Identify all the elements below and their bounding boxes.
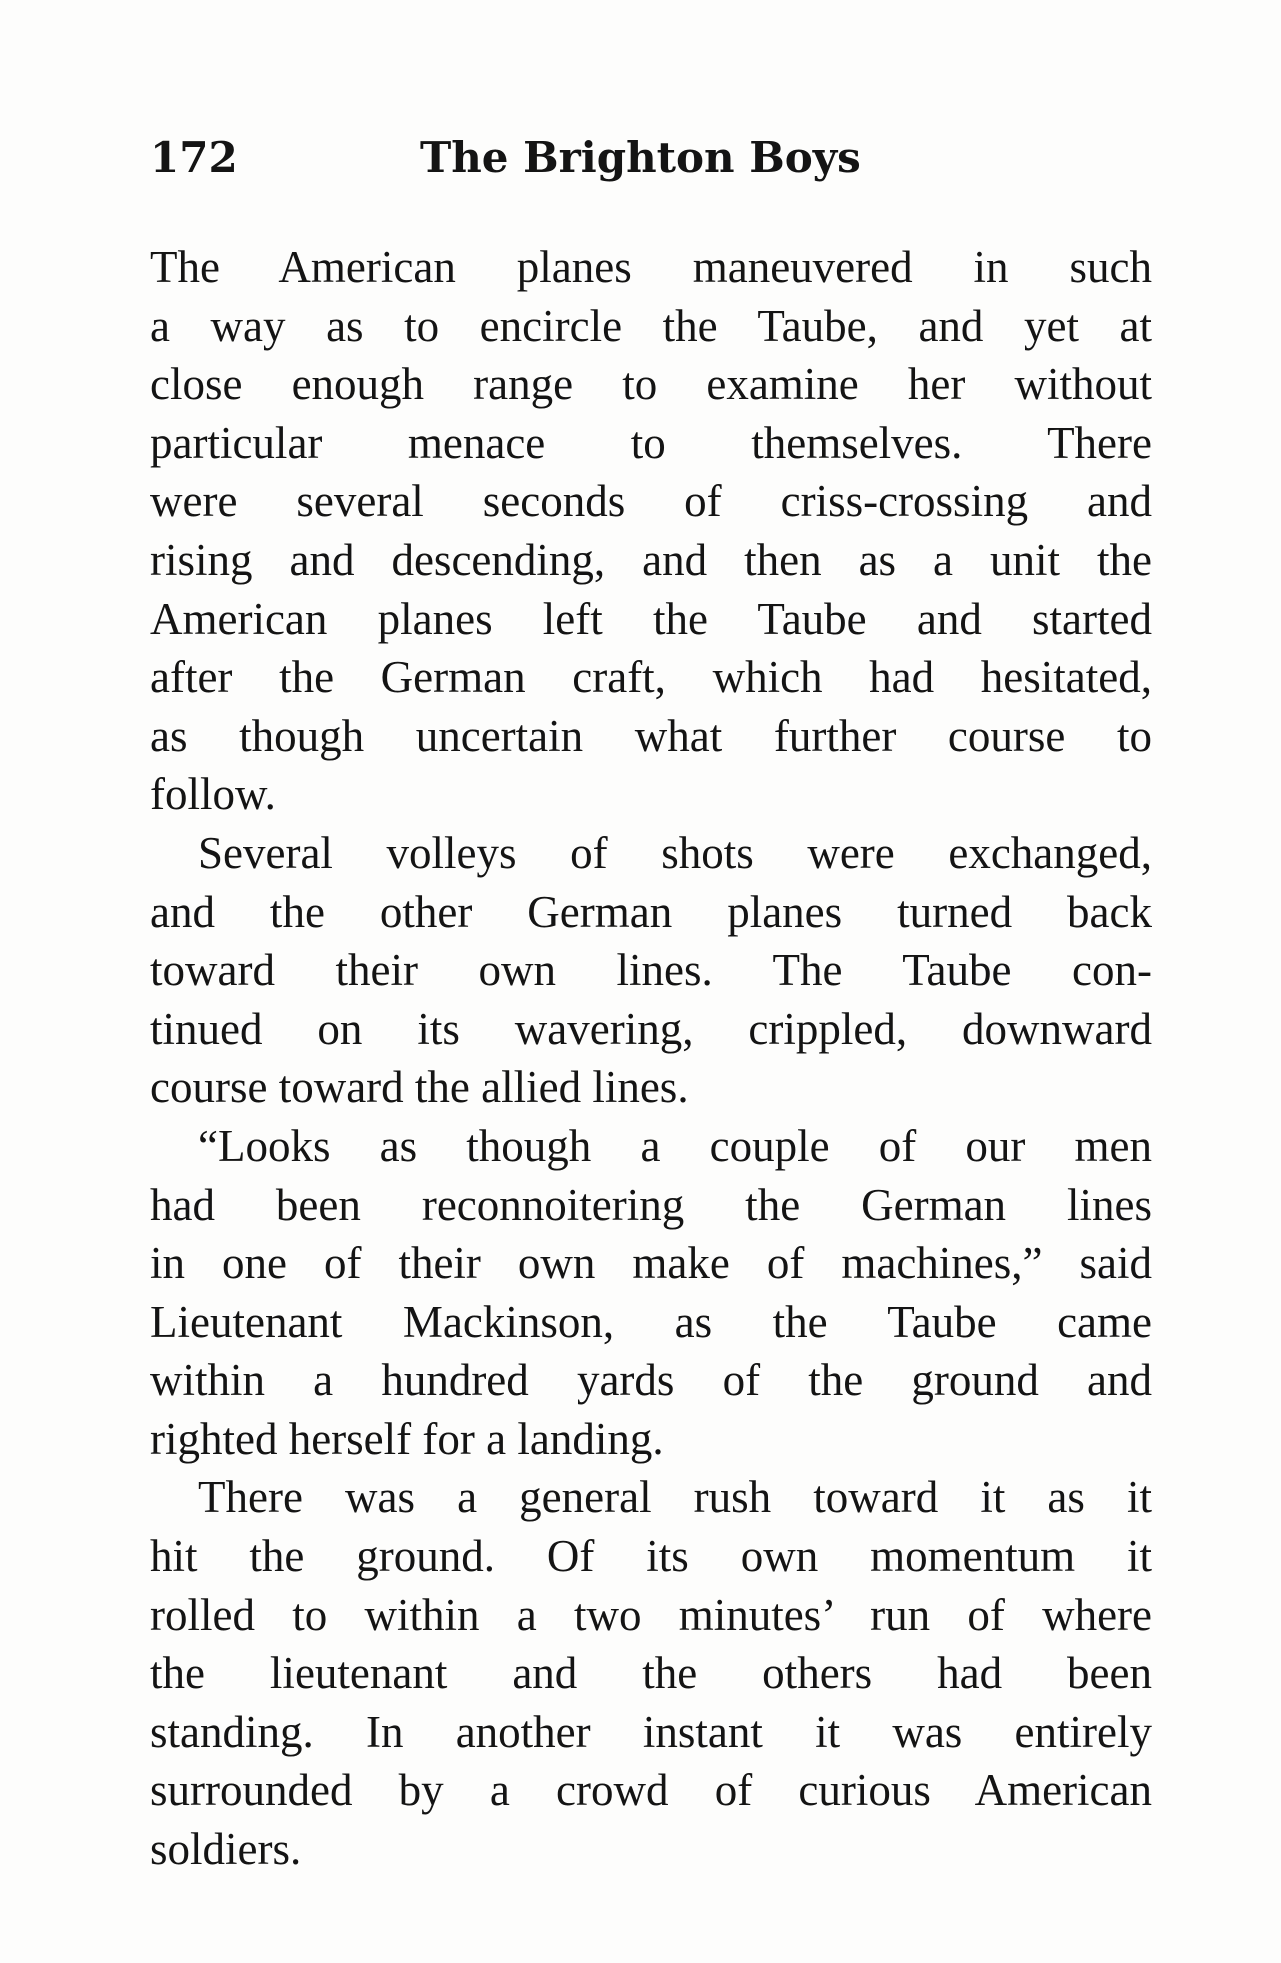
text-line: after the German craft, which had hesitated, (150, 652, 1152, 703)
paragraph (150, 238, 1152, 824)
text-line: The American planes maneuvered in such (150, 242, 1152, 292)
text-line: close enough range to examine her without (150, 359, 1152, 410)
text-line: follow. (150, 769, 276, 820)
text-line: the lieutenant and the others had been (150, 1648, 1152, 1699)
text-line: soldiers. (150, 1824, 302, 1875)
text-line: surrounded by a crowd of curious American (150, 1765, 1152, 1816)
paragraph (150, 1117, 1152, 1469)
text-line: standing. In another instant it was entirely (150, 1706, 1152, 1757)
page-header (150, 128, 1150, 188)
running-title: The Brighton Boys (420, 133, 861, 182)
text-line: There was a general rush toward it as it (198, 1472, 1152, 1523)
text-line: as though uncertain what further course to (150, 710, 1152, 761)
text-line: a way as to encircle the Taube, and yet at (150, 300, 1152, 351)
text-line: toward their own lines. The Taube con- (150, 945, 1152, 996)
text-line: had been reconnoitering the German lines (150, 1179, 1152, 1230)
text-line: particular menace to themselves. There (150, 417, 1152, 468)
text-line: hit the ground. Of its own momentum it (150, 1531, 1152, 1582)
text-line: in one of their own make of machines,” said (150, 1238, 1152, 1289)
paragraph (150, 1468, 1152, 1878)
text-line: tinued on its wavering, crippled, downward (150, 1003, 1152, 1054)
text-line: “Looks as though a couple of our men (198, 1120, 1152, 1171)
text-line: and the other German planes turned back (150, 886, 1152, 937)
text-line: Lieutenant Mackinson, as the Taube came (150, 1296, 1152, 1347)
paragraph (150, 824, 1152, 1117)
text-line: course toward the allied lines. (150, 1062, 689, 1113)
text-line: rolled to within a two minutes’ run of where (150, 1589, 1152, 1640)
text-line: Several volleys of shots were exchanged, (198, 827, 1152, 878)
body-text (150, 238, 1152, 1879)
text-line: rising and descending, and then as a unit the (150, 534, 1152, 585)
text-line: American planes left the Taube and started (150, 593, 1152, 644)
text-line: were several seconds of criss-crossing and (150, 476, 1152, 527)
page-number: 172 (150, 133, 238, 182)
text-line: within a hundred yards of the ground and (150, 1355, 1152, 1406)
text-line: righted herself for a landing. (150, 1413, 664, 1464)
